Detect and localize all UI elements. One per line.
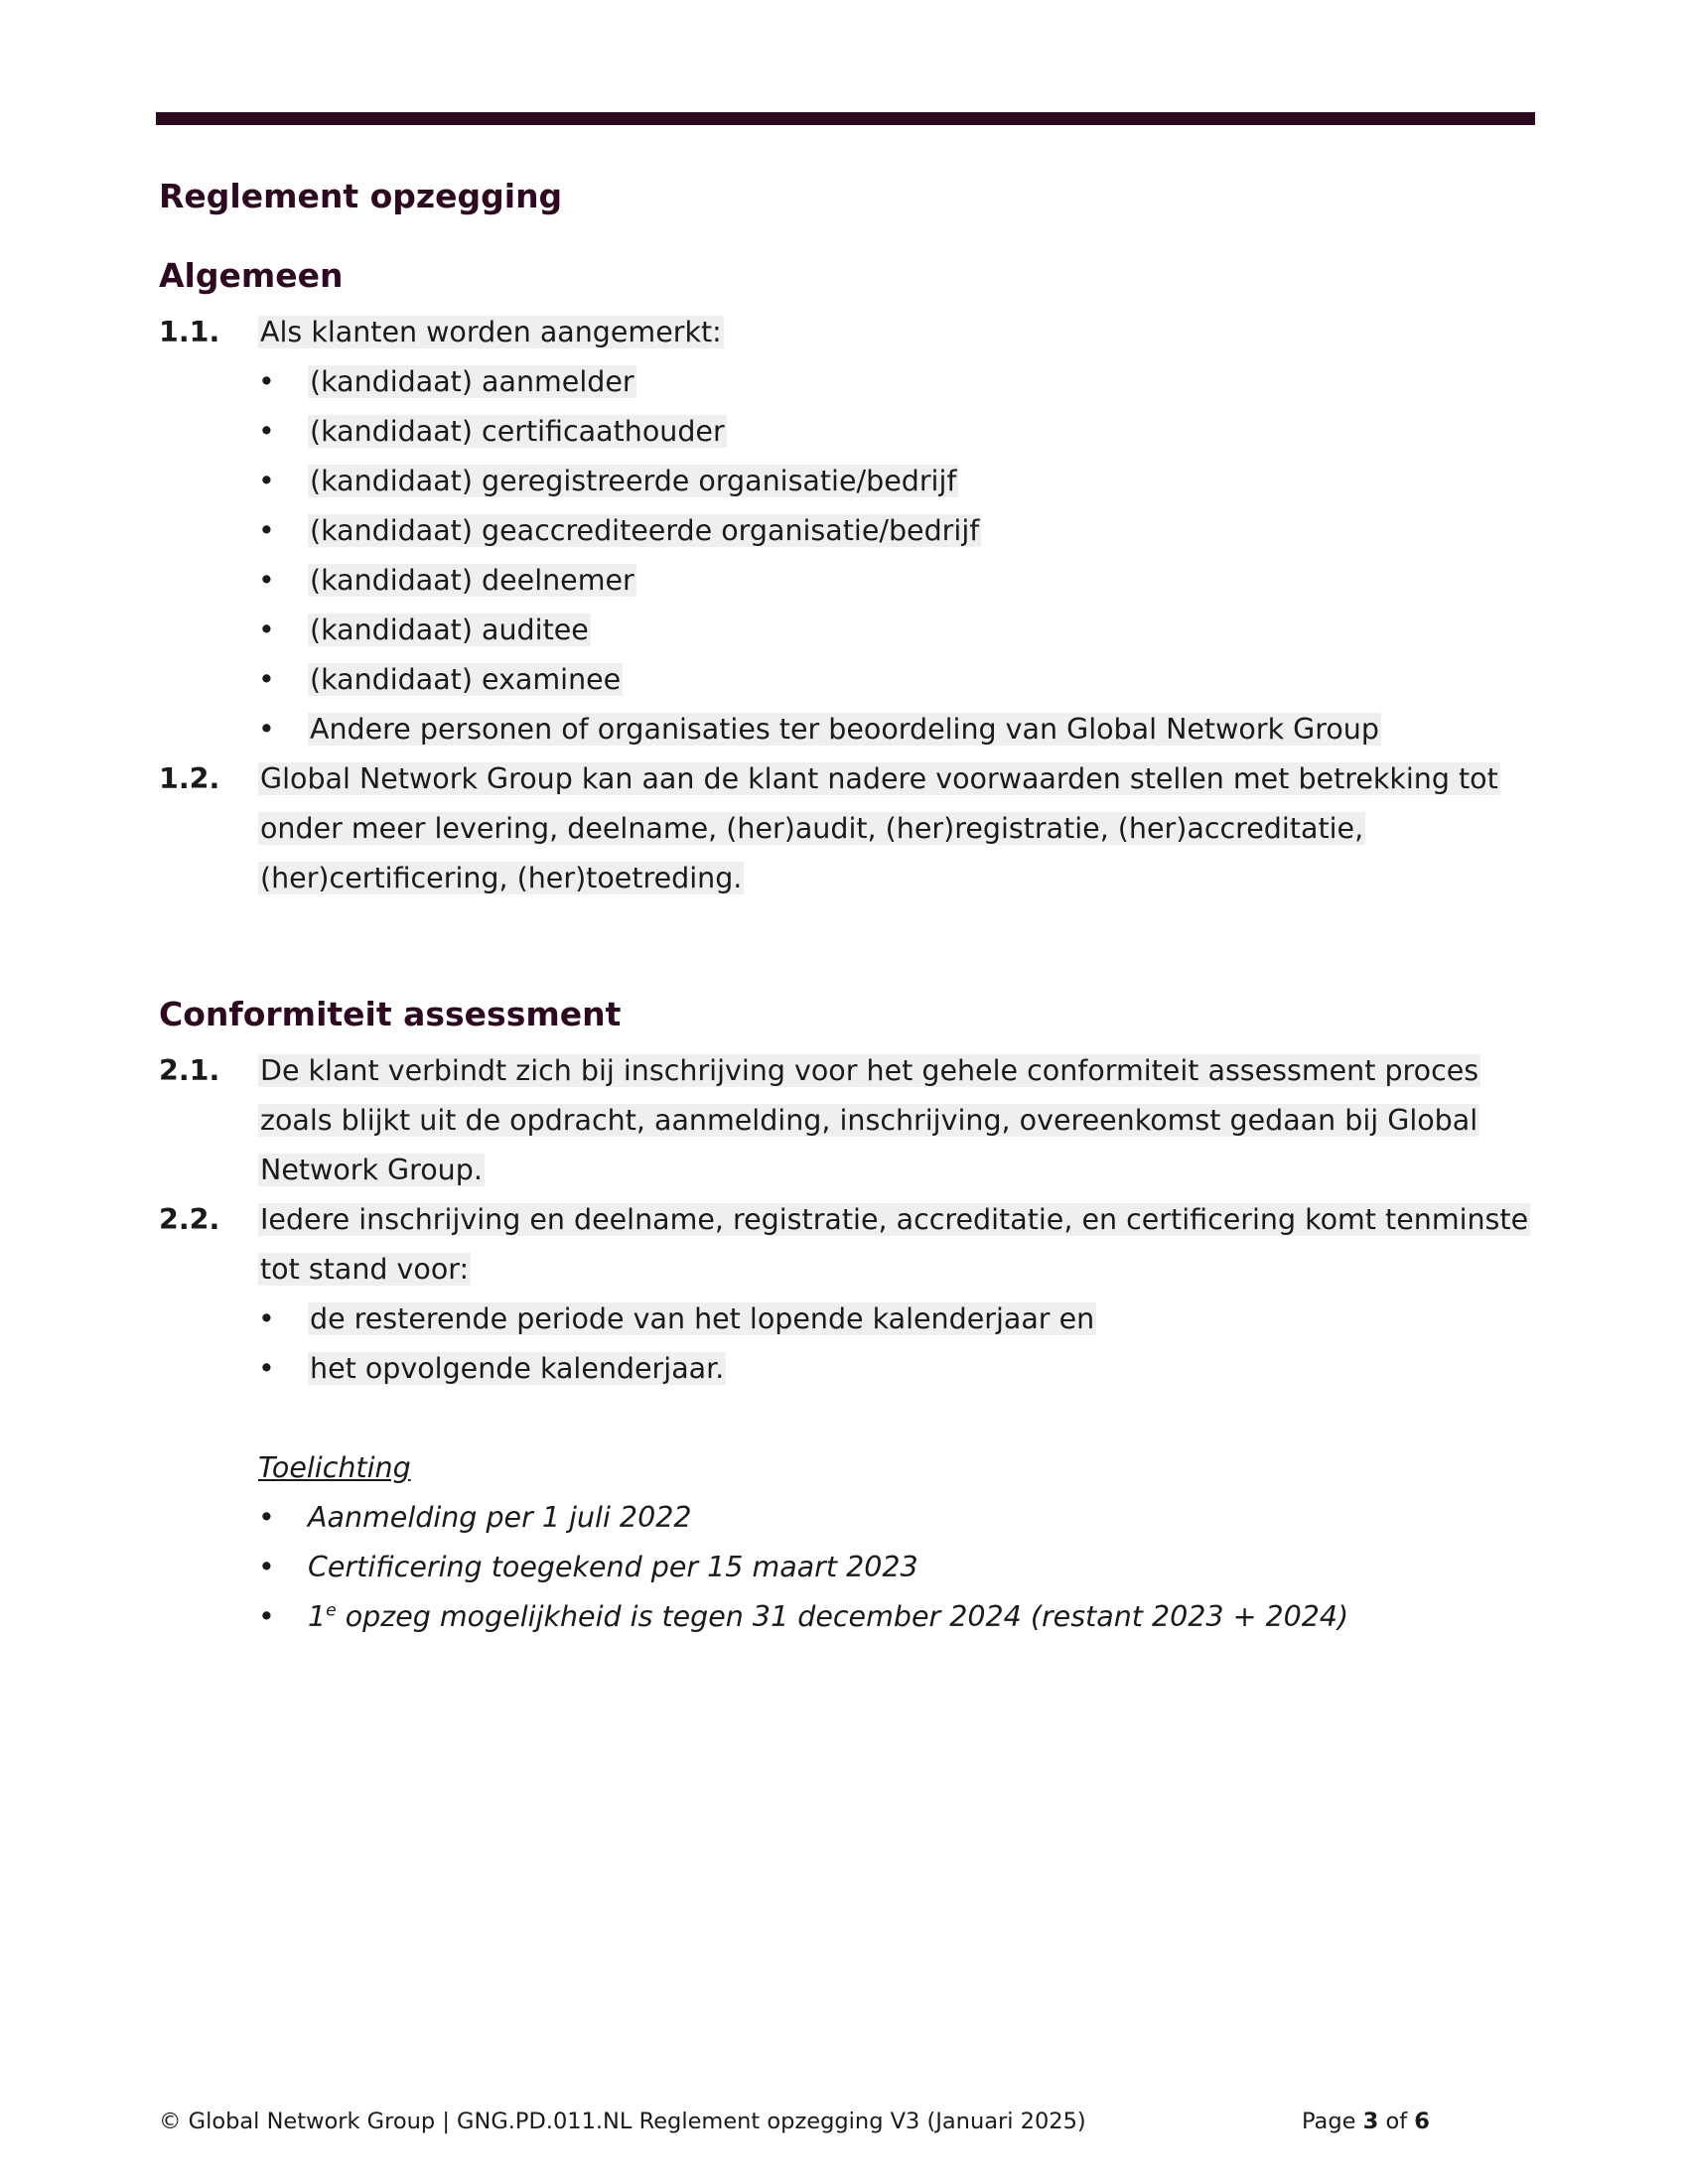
- bullet-icon: •: [258, 1551, 275, 1583]
- bullet-icon: •: [258, 713, 275, 746]
- bullet-item: (kandidaat) aanmelder: [310, 365, 634, 398]
- toelichting-item: 1e opzeg mogelijkheid is tegen 31 december 2024 (restant 2023 + 2024): [308, 1600, 1349, 1633]
- bullet-icon: •: [258, 614, 275, 646]
- bullet-item: de resterende periode van het lopende kalenderjaar en: [310, 1302, 1095, 1335]
- item-number: 1.2.: [159, 762, 220, 795]
- bullet-item: (kandidaat) certificaathouder: [310, 415, 725, 448]
- bullet-icon: •: [258, 1600, 275, 1633]
- bullet-item: het opvolgende kalenderjaar.: [310, 1352, 725, 1385]
- bullet-icon: •: [258, 1501, 275, 1534]
- bullet-item: (kandidaat) examinee: [310, 663, 622, 696]
- bullet-item: (kandidaat) deelnemer: [310, 564, 634, 597]
- bullet-icon: •: [258, 1352, 275, 1385]
- bullet-item: (kandidaat) geregistreerde organisatie/bedrijf: [310, 465, 957, 497]
- bullet-icon: •: [258, 465, 275, 497]
- bullet-item: Andere personen of organisaties ter beoordeling van Global Network Group: [310, 713, 1379, 746]
- section-heading-algemeen: Algemeen: [159, 256, 344, 295]
- bullet-icon: •: [258, 1302, 275, 1335]
- bullet-icon: •: [258, 564, 275, 597]
- bullet-icon: •: [258, 514, 275, 547]
- document-title: Reglement opzegging: [159, 177, 563, 215]
- footer-copyright: © Global Network Group | GNG.PD.011.NL Reglement opzegging V3 (Januari 2025): [159, 2109, 1086, 2134]
- toelichting-item: Certificering toegekend per 15 maart 2023: [308, 1551, 918, 1583]
- toelichting-item: Aanmelding per 1 juli 2022: [308, 1501, 692, 1534]
- item-text: onder meer levering, deelname, (her)audit, (her)registratie, (her)accreditatie,: [260, 812, 1364, 845]
- item-text: Als klanten worden aangemerkt:: [260, 316, 722, 348]
- item-text: De klant verbindt zich bij inschrijving voor het gehele conformiteit assessment proces: [260, 1054, 1479, 1087]
- item-text: Network Group.: [260, 1154, 483, 1186]
- bullet-icon: •: [258, 365, 275, 398]
- item-text: Global Network Group kan aan de klant nadere voorwaarden stellen met betrekking tot: [260, 762, 1498, 795]
- bullet-icon: •: [258, 663, 275, 696]
- item-text: zoals blijkt uit de opdracht, aanmelding, inschrijving, overeenkomst gedaan bij Global: [260, 1104, 1478, 1137]
- bullet-icon: •: [258, 415, 275, 448]
- section-heading-conformiteit: Conformiteit assessment: [159, 995, 622, 1033]
- item-number: 1.1.: [159, 316, 220, 348]
- item-text: tot stand voor:: [260, 1253, 470, 1286]
- item-number: 2.2.: [159, 1203, 220, 1236]
- toelichting-heading: Toelichting: [258, 1451, 411, 1484]
- footer-page-number: Page 3 of 6: [1302, 2109, 1430, 2134]
- top-rule: [156, 112, 1535, 125]
- bullet-item: (kandidaat) geaccrediteerde organisatie/bedrijf: [310, 514, 980, 547]
- bullet-item: (kandidaat) auditee: [310, 614, 589, 646]
- item-text: (her)certificering, (her)toetreding.: [260, 862, 743, 894]
- item-number: 2.1.: [159, 1054, 220, 1087]
- item-text: Iedere inschrijving en deelname, registratie, accreditatie, en certificering komt tenminste: [260, 1203, 1529, 1236]
